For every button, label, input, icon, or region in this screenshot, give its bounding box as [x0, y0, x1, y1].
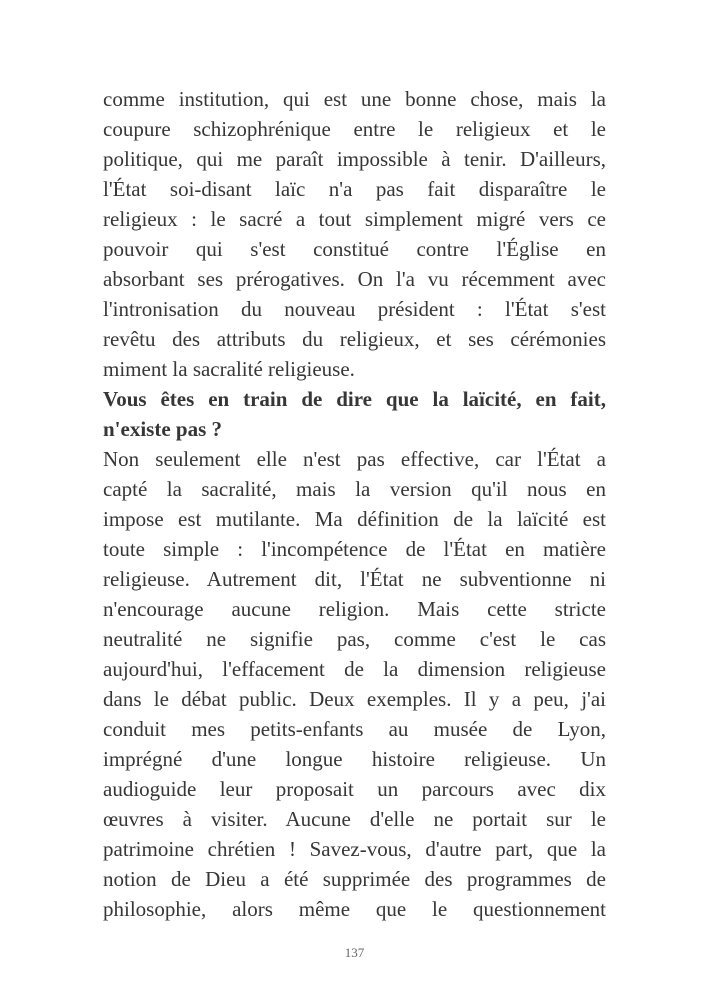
text-line: Non seulement elle n'est pas effective, car l'État a: [103, 447, 606, 471]
text-line: imprégné d'une longue histoire religieuse. Un: [103, 747, 606, 771]
paragraph: [103, 444, 606, 924]
text-line: aujourd'hui, l'effacement de la dimension religieuse: [103, 657, 606, 681]
text-line: notion de Dieu a été supprimée des programmes de: [103, 867, 606, 891]
text-line: religieux : le sacré a tout simplement migré vers ce: [103, 207, 606, 231]
text-block: [103, 84, 606, 924]
text-line: audioguide leur proposait un parcours avec dix: [103, 777, 606, 801]
page-number: 137: [344, 945, 365, 960]
text-line: absorbant ses prérogatives. On l'a vu récemment avec: [103, 267, 606, 291]
text-line: l'État soi-disant laïc n'a pas fait disparaître le: [103, 177, 606, 201]
text-line: religieuse. Autrement dit, l'État ne subventionne ni: [103, 567, 606, 591]
text-line: dans le débat public. Deux exemples. Il y a peu, j'ai: [103, 687, 606, 711]
text-line: conduit mes petits-enfants au musée de Lyon,: [103, 717, 606, 741]
text-line: capté la sacralité, mais la version qu'il nous en: [103, 477, 606, 501]
text-line: n'existe pas ?: [103, 417, 223, 441]
text-line: toute simple : l'incompétence de l'État en matière: [103, 537, 606, 561]
text-line: philosophie, alors même que le questionnement: [103, 897, 606, 921]
text-line: œuvres à visiter. Aucune d'elle ne portait sur le: [103, 807, 606, 831]
text-line: pouvoir qui s'est constitué contre l'Église en: [103, 237, 606, 261]
text-line: l'intronisation du nouveau président : l'État s'est: [103, 297, 606, 321]
paragraph: [103, 84, 606, 384]
paragraph: [103, 384, 606, 444]
text-line: impose est mutilante. Ma définition de la laïcité est: [103, 507, 606, 531]
text-line: patrimoine chrétien ! Savez-vous, d'autre part, que la: [103, 837, 606, 861]
text-line: Vous êtes en train de dire que la laïcité, en fait,: [103, 387, 606, 411]
text-line: revêtu des attributs du religieux, et ses cérémonies: [103, 327, 606, 351]
text-line: n'encourage aucune religion. Mais cette stricte: [103, 597, 606, 621]
text-line: neutralité ne signifie pas, comme c'est le cas: [103, 627, 606, 651]
text-line: miment la sacralité religieuse.: [103, 357, 355, 381]
text-line: comme institution, qui est une bonne chose, mais la: [103, 87, 606, 111]
text-line: coupure schizophrénique entre le religieux et le: [103, 117, 606, 141]
text-line: politique, qui me paraît impossible à tenir. D'ailleurs,: [103, 147, 606, 171]
